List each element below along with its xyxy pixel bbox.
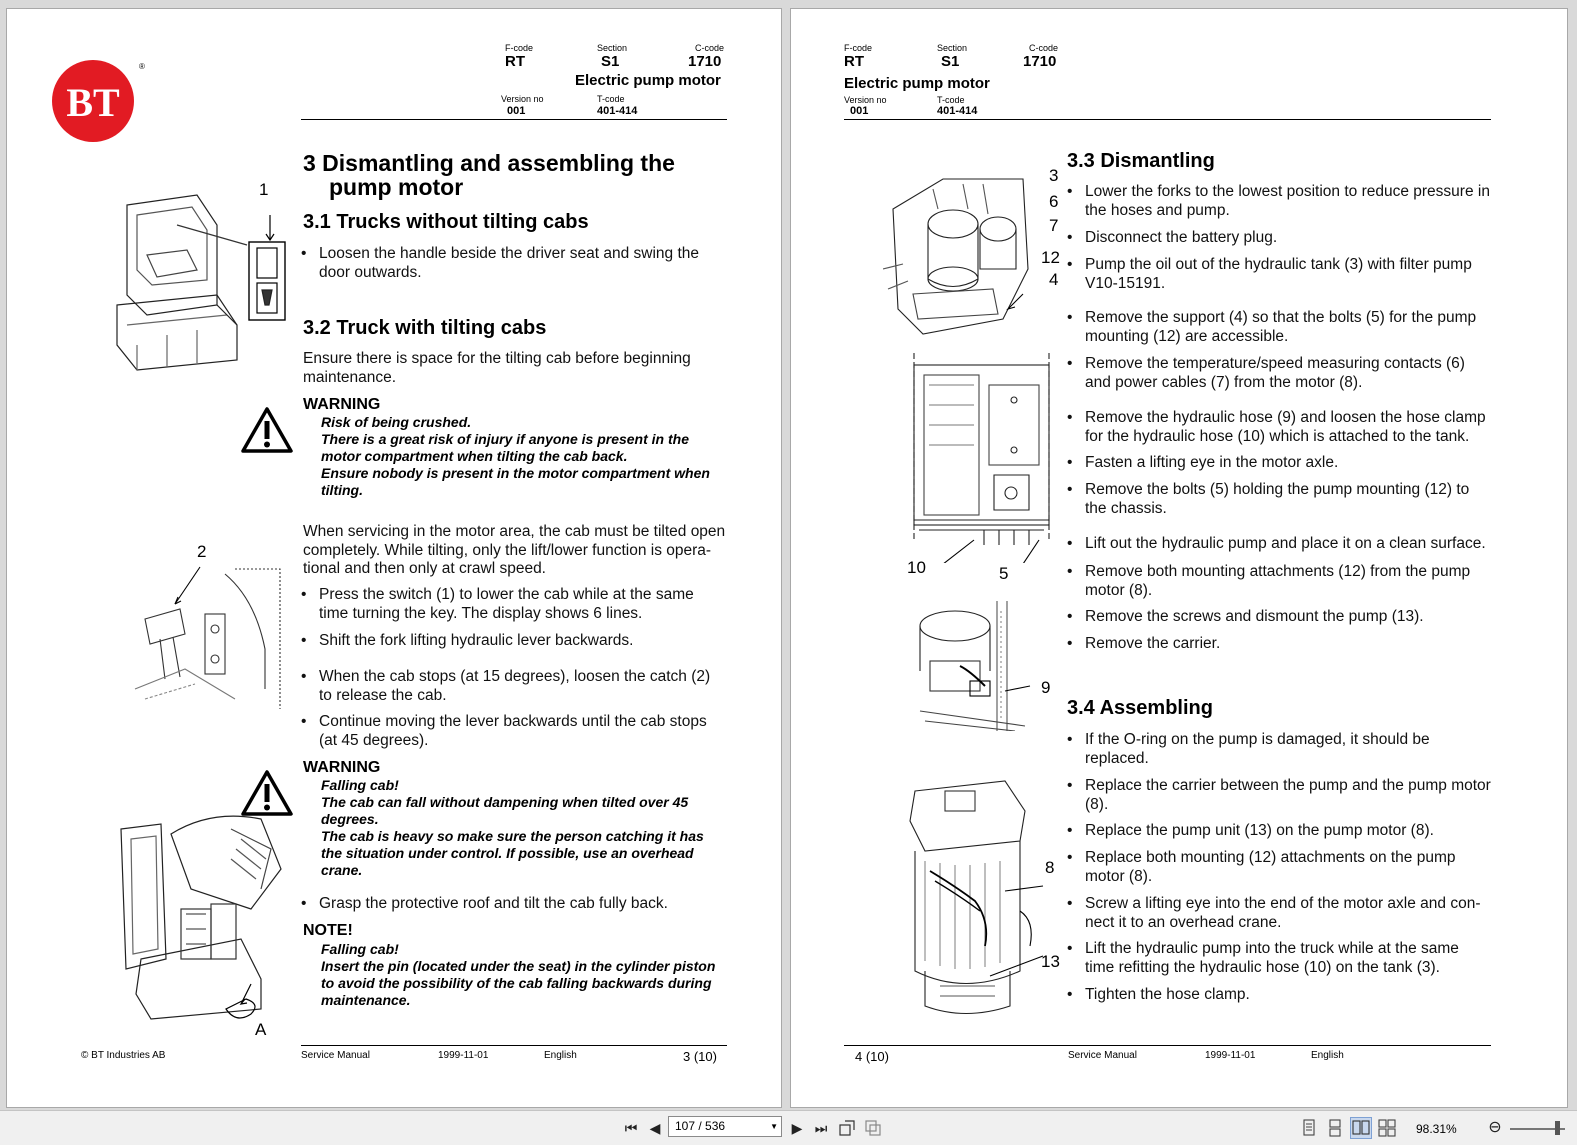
text-line: maintenance. bbox=[321, 992, 411, 1008]
viewer-toolbar bbox=[0, 1110, 1577, 1145]
text-line: Remove the bolts (5) holding the pump mounting (12) to bbox=[1085, 481, 1470, 498]
continuous-view-icon[interactable] bbox=[1324, 1117, 1346, 1139]
warning-2-body bbox=[321, 777, 704, 879]
text-line: time refitting the hydraulic hose (10) on the tank (3). bbox=[1085, 958, 1440, 976]
text-line: When the cab stops (at 15 degrees), loosen the catch (2) bbox=[319, 668, 711, 685]
text-line: Remove the screws and dismount the pump (13). bbox=[1085, 608, 1424, 625]
para-ensure-space bbox=[303, 350, 691, 387]
footer-rule bbox=[301, 1045, 727, 1046]
svg-text:®: ® bbox=[139, 62, 145, 71]
footer-manual: Service Manual bbox=[301, 1050, 370, 1061]
section-label: Section bbox=[597, 43, 628, 53]
rotate-page-icon[interactable] bbox=[836, 1117, 858, 1139]
text-line: Shift the fork lifting hydraulic lever backwards. bbox=[319, 632, 634, 649]
text-line: degrees. bbox=[321, 811, 379, 827]
text-line: Ensure there is space for the tilting cab before beginning bbox=[303, 350, 691, 367]
text-line: (at 45 degrees). bbox=[319, 731, 429, 749]
bullet-continue-lever bbox=[301, 713, 707, 750]
text-line: nect it to an overhead crane. bbox=[1085, 913, 1282, 931]
section-value: S1 bbox=[601, 53, 620, 70]
bullet-assemble-5 bbox=[1067, 895, 1480, 932]
text-line: Risk of being crushed. bbox=[321, 414, 472, 430]
bullet-assemble-6 bbox=[1067, 940, 1459, 977]
para-servicing-motor-area bbox=[303, 523, 725, 579]
text-line: replaced. bbox=[1085, 749, 1149, 767]
tcode-value: 401-414 bbox=[597, 105, 638, 117]
copy-page-icon[interactable] bbox=[862, 1117, 884, 1139]
text-line: If the O-ring on the pump is damaged, it should be bbox=[1085, 731, 1430, 748]
text-line: Lift out the hydraulic pump and place it on a clean surface. bbox=[1085, 535, 1486, 552]
dropdown-caret-icon: ▼ bbox=[770, 1122, 778, 1131]
footer-date: 1999-11-01 bbox=[1205, 1050, 1256, 1061]
text-line: The cab can fall without dampening when tilted over 45 bbox=[321, 794, 689, 810]
right-page bbox=[790, 8, 1568, 1108]
footer-copyright: © BT Industries AB bbox=[81, 1050, 166, 1061]
fcode-value: RT bbox=[844, 53, 864, 70]
tilted-cab-illustration bbox=[111, 809, 301, 1039]
note-heading: NOTE! bbox=[303, 922, 353, 939]
ccode-label: C-code bbox=[695, 43, 725, 53]
previous-page-icon[interactable]: ◀ bbox=[649, 1120, 661, 1136]
bullet-dismantle-8 bbox=[1067, 481, 1469, 518]
bullet-assemble-1 bbox=[1067, 731, 1430, 768]
footer-rule bbox=[844, 1045, 1491, 1046]
header-title: Electric pump motor bbox=[575, 72, 721, 89]
text-line: Loosen the handle beside the driver seat and swing the bbox=[319, 245, 700, 262]
tcode-label: T-code bbox=[937, 95, 965, 105]
text-line: motor (8). bbox=[1085, 867, 1153, 885]
ccode-value: 1710 bbox=[1023, 53, 1057, 70]
text-line: mounting (12) are accessible. bbox=[1085, 327, 1289, 345]
callout-2: 2 bbox=[197, 542, 207, 561]
text-line: completely. While tilting, only the lift/lower function is opera- bbox=[303, 541, 712, 559]
text-line: Fasten a lifting eye in the motor axle. bbox=[1085, 454, 1339, 471]
bullet-loosen-handle bbox=[301, 245, 699, 282]
zoom-level: 98.31% bbox=[1416, 1122, 1457, 1136]
zoom-slider-handle[interactable] bbox=[1555, 1121, 1560, 1135]
fcode-label: F-code bbox=[844, 43, 873, 53]
truck-illustration bbox=[107, 185, 297, 385]
text-line: Ensure nobody is present in the motor compartment when bbox=[321, 465, 710, 481]
bullet-dismantle-2 bbox=[1067, 229, 1277, 248]
header-title: Electric pump motor bbox=[844, 75, 990, 92]
text-line: Lower the forks to the lowest position to reduce pressure in bbox=[1085, 183, 1490, 200]
bullet-cab-stops bbox=[301, 668, 710, 705]
callout-3: 3 bbox=[1049, 166, 1059, 185]
callout-5: 5 bbox=[999, 564, 1009, 583]
text-line: maintenance. bbox=[303, 368, 397, 386]
text-line: Replace the pump unit (13) on the pump motor (8). bbox=[1085, 822, 1434, 839]
tank-side-illustration bbox=[909, 345, 1055, 563]
footer-date: 1999-11-01 bbox=[438, 1050, 489, 1061]
callout-A: A bbox=[255, 1020, 267, 1039]
text-line: the chassis. bbox=[1085, 499, 1167, 517]
text-line: Remove the hydraulic hose (9) and loosen the hose clamp bbox=[1085, 409, 1486, 426]
text-line: tilting. bbox=[321, 482, 363, 498]
version-label: Version no bbox=[844, 95, 887, 105]
bullet-assemble-2 bbox=[1067, 777, 1491, 814]
text-line: time turning the key. The display shows 6 lines. bbox=[319, 604, 643, 622]
text-line: Lift the hydraulic pump into the truck while at the same bbox=[1085, 940, 1459, 957]
section-3-1-title: 3.1 Trucks without tilting cabs bbox=[303, 211, 589, 233]
warning-2-heading: WARNING bbox=[303, 759, 381, 776]
bullet-dismantle-3 bbox=[1067, 256, 1472, 293]
bullet-dismantle-7 bbox=[1067, 454, 1338, 473]
text-line: V10-15191. bbox=[1085, 274, 1166, 292]
first-page-icon[interactable]: ⏮ bbox=[624, 1120, 638, 1136]
catch-illustration bbox=[125, 559, 285, 719]
bullet-dismantle-5 bbox=[1067, 355, 1465, 392]
text-line: When servicing in the motor area, the cab must be tilted open bbox=[303, 523, 726, 540]
note-body bbox=[321, 941, 715, 1009]
callout-4: 4 bbox=[1049, 270, 1059, 289]
text-line: Remove the carrier. bbox=[1085, 635, 1221, 652]
svg-text:BT: BT bbox=[66, 80, 120, 125]
bullet-assemble-3 bbox=[1067, 822, 1434, 841]
text-line: Press the switch (1) to lower the cab while at the same bbox=[319, 586, 694, 603]
page-number-input[interactable] bbox=[668, 1116, 782, 1137]
text-line: for the hydraulic hose (10) which is attached to the tank. bbox=[1085, 427, 1470, 445]
text-line: Remove both mounting attachments (12) from the pump bbox=[1085, 563, 1471, 580]
bt-logo bbox=[51, 55, 145, 143]
footer-language: English bbox=[1311, 1050, 1344, 1061]
section-value: S1 bbox=[941, 53, 960, 70]
bullet-grasp-roof bbox=[301, 895, 668, 914]
tcode-value: 401-414 bbox=[937, 105, 978, 117]
chapter-title-line1: 3 Dismantling and assembling the bbox=[303, 150, 675, 176]
text-line: to avoid the possibility of the cab falling backwards during bbox=[321, 975, 712, 991]
page-indicator-text: 107 / 536 bbox=[675, 1119, 726, 1133]
text-line: Remove the temperature/speed measuring contacts (6) bbox=[1085, 355, 1465, 372]
text-line: tional and then only at crawl speed. bbox=[303, 560, 546, 577]
fcode-value: RT bbox=[505, 53, 525, 70]
header-rule bbox=[301, 119, 727, 120]
version-value: 001 bbox=[507, 105, 526, 117]
footer-manual: Service Manual bbox=[1068, 1050, 1137, 1061]
section-3-4-title: 3.4 Assembling bbox=[1067, 697, 1213, 719]
left-page bbox=[6, 8, 782, 1108]
text-line: motor compartment when tilting the cab back. bbox=[321, 448, 628, 464]
header-rule bbox=[844, 119, 1491, 120]
text-line: the hoses and pump. bbox=[1085, 201, 1230, 219]
callout-1: 1 bbox=[259, 180, 269, 199]
text-line: Grasp the protective roof and tilt the cab fully back. bbox=[319, 895, 668, 912]
text-line: to release the cab. bbox=[319, 686, 447, 704]
bullet-shift-lever bbox=[301, 632, 633, 651]
bullet-dismantle-1 bbox=[1067, 183, 1490, 220]
text-line: Replace both mounting (12) attachments on the pump bbox=[1085, 849, 1456, 866]
last-page-icon[interactable]: ⏭ bbox=[814, 1120, 828, 1136]
fcode-label: F-code bbox=[505, 43, 534, 53]
section-label: Section bbox=[937, 43, 968, 53]
text-line: Tighten the hose clamp. bbox=[1085, 986, 1250, 1003]
bullet-dismantle-4 bbox=[1067, 309, 1476, 346]
version-value: 001 bbox=[850, 105, 869, 117]
section-3-2-title: 3.2 Truck with tilting cabs bbox=[303, 317, 547, 339]
bullet-dismantle-6 bbox=[1067, 409, 1486, 446]
bullet-dismantle-11 bbox=[1067, 608, 1424, 627]
text-line: Screw a lifting eye into the end of the motor axle and con- bbox=[1085, 895, 1481, 912]
callout-8: 8 bbox=[1045, 858, 1055, 877]
warning-triangle-icon bbox=[241, 407, 293, 453]
footer-page-number: 3 (10) bbox=[683, 1049, 717, 1064]
bullet-dismantle-9 bbox=[1067, 535, 1486, 554]
single-page-view-icon[interactable] bbox=[1298, 1117, 1320, 1139]
next-page-icon[interactable]: ▶ bbox=[791, 1120, 803, 1136]
zoom-out-icon[interactable]: ⊖ bbox=[1488, 1119, 1502, 1136]
version-label: Version no bbox=[501, 94, 544, 104]
text-line: Insert the pin (located under the seat) in the cylinder piston bbox=[321, 958, 716, 974]
footer-page-number: 4 (10) bbox=[855, 1049, 889, 1064]
facing-view-icon[interactable] bbox=[1350, 1117, 1372, 1139]
callout-9: 9 bbox=[1041, 678, 1051, 697]
hydraulic-hose-illustration bbox=[915, 601, 1035, 731]
text-line: Disconnect the battery plug. bbox=[1085, 229, 1278, 246]
text-line: crane. bbox=[321, 862, 363, 878]
tcode-label: T-code bbox=[597, 94, 625, 104]
callout-6: 6 bbox=[1049, 192, 1059, 211]
bullet-dismantle-12 bbox=[1067, 635, 1220, 654]
chapter-title-line2: pump motor bbox=[329, 174, 464, 200]
facing-continuous-view-icon[interactable] bbox=[1376, 1117, 1398, 1139]
text-line: Falling cab! bbox=[321, 777, 399, 793]
text-line: (8). bbox=[1085, 795, 1109, 813]
text-line: There is a great risk of injury if anyone is present in the bbox=[321, 431, 689, 447]
ccode-value: 1710 bbox=[688, 53, 722, 70]
bullet-assemble-7 bbox=[1067, 986, 1250, 1005]
text-line: Falling cab! bbox=[321, 941, 399, 957]
text-line: and power cables (7) from the motor (8). bbox=[1085, 373, 1363, 391]
bullet-assemble-4 bbox=[1067, 849, 1456, 886]
pump-compartment-illustration bbox=[883, 169, 1033, 337]
text-line: the situation under control. If possible, use an overhead bbox=[321, 845, 694, 861]
callout-7: 7 bbox=[1049, 216, 1059, 235]
warning-1-body bbox=[321, 414, 710, 499]
callout-10: 10 bbox=[907, 558, 926, 577]
ccode-label: C-code bbox=[1029, 43, 1059, 53]
text-line: Replace the carrier between the pump and the pump motor bbox=[1085, 777, 1491, 794]
callout-12: 12 bbox=[1041, 248, 1060, 267]
text-line: The cab is heavy so make sure the person catching it has bbox=[321, 828, 704, 844]
text-line: Pump the oil out of the hydraulic tank (3) with filter pump bbox=[1085, 256, 1472, 273]
text-line: motor (8). bbox=[1085, 581, 1153, 599]
text-line: door outwards. bbox=[319, 263, 422, 281]
text-line: Continue moving the lever backwards until the cab stops bbox=[319, 713, 707, 730]
footer-language: English bbox=[544, 1050, 577, 1061]
bullet-dismantle-10 bbox=[1067, 563, 1470, 600]
pump-motor-illustration bbox=[895, 771, 1045, 1021]
section-3-3-title: 3.3 Dismantling bbox=[1067, 150, 1215, 172]
text-line: Remove the support (4) so that the bolts (5) for the pump bbox=[1085, 309, 1477, 326]
warning-1-heading: WARNING bbox=[303, 396, 381, 413]
callout-13: 13 bbox=[1041, 952, 1060, 971]
bullet-press-switch bbox=[301, 586, 694, 623]
